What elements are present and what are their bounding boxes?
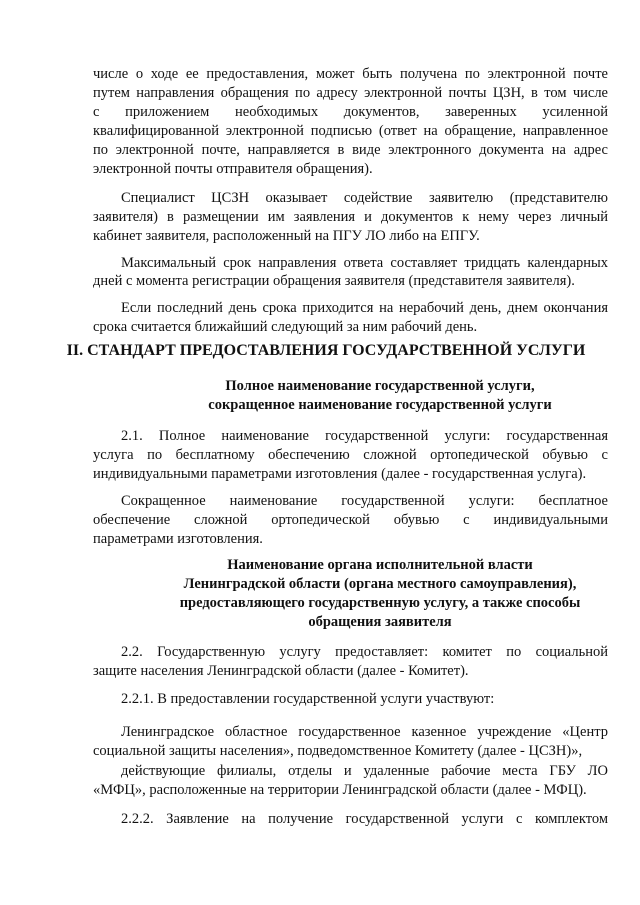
paragraph-5-line-1: 2.1. Полное наименование государственной услуги: государственная xyxy=(121,428,608,444)
paragraph-1-line-2: путем направления обращения по адресу электронной почты ЦЗН, в том числе xyxy=(93,85,608,101)
subheading-2-line-2: Ленинградской области (органа местного самоуправления), xyxy=(183,576,577,592)
paragraph-1-line-4: квалифицированной электронной подписью (ответ на обращение, направленное xyxy=(93,123,608,139)
paragraph-2-line-3: кабинет заявителя, расположенный на ПГУ ЛО либо на ЕПГУ. xyxy=(93,228,480,244)
paragraph-5-line-3: индивидуальными параметрами изготовления (далее - государственная услуга). xyxy=(93,466,587,482)
subheading-2-line-3: предоставляющего государственную услугу, а также способы xyxy=(179,595,581,611)
paragraph-1-line-5: по электронной почте, направляется в виде электронного документа на адрес xyxy=(93,142,608,158)
paragraph-2-line-2: заявителя) в размещении им заявления и документов к нему через личный xyxy=(93,209,608,225)
paragraph-9-line-2: социальной защиты населения», подведомственное Комитету (далее - ЦСЗН)», xyxy=(93,743,583,759)
paragraph-6-line-3: параметрами изготовления. xyxy=(93,531,263,547)
paragraph-3-line-1: Максимальный срок направления ответа составляет тридцать календарных xyxy=(121,255,608,271)
subheading-2-line-1: Наименование органа исполнительной власти xyxy=(227,557,533,573)
paragraph-4-line-1: Если последний день срока приходится на нерабочий день, днем окончания xyxy=(121,300,608,316)
subheading-1-line-2: сокращенное наименование государственной услуги xyxy=(208,397,552,413)
subheading-1-line-1: Полное наименование государственной услуги, xyxy=(225,378,535,394)
paragraph-2-line-1: Специалист ЦСЗН оказывает содействие заявителю (представителю xyxy=(121,190,608,206)
paragraph-6-line-1: Сокращенное наименование государственной услуги: бесплатное xyxy=(121,493,608,509)
paragraph-6-line-2: обеспечение сложной ортопедической обувью с индивидуальными xyxy=(93,512,608,528)
paragraph-1-line-6: электронной почты отправителя обращения). xyxy=(93,161,373,177)
paragraph-11-line-1: 2.2.2. Заявление на получение государственной услуги с комплектом xyxy=(121,811,608,827)
paragraph-4-line-2: срока считается ближайший следующий за ним рабочий день. xyxy=(93,319,478,335)
paragraph-10-line-1: действующие филиалы, отделы и удаленные рабочие места ГБУ ЛО xyxy=(121,763,608,779)
paragraph-9-line-1: Ленинградское областное государственное казенное учреждение «Центр xyxy=(121,724,608,740)
paragraph-8: 2.2.1. В предоставлении государственной услуги участвуют: xyxy=(121,691,495,707)
section-title: II. СТАНДАРТ ПРЕДОСТАВЛЕНИЯ ГОСУДАРСТВЕННОЙ УСЛУГИ xyxy=(66,342,586,359)
paragraph-1-line-3: с приложением необходимых документов, заверенных усиленной xyxy=(93,104,608,120)
paragraph-5-line-2: услуга по бесплатному обеспечению сложной ортопедической обувью с xyxy=(93,447,608,463)
subheading-2-line-4: обращения заявителя xyxy=(308,614,452,630)
paragraph-7-line-2: защите населения Ленинградской области (далее - Комитет). xyxy=(93,663,469,679)
paragraph-1-line-1: числе о ходе ее предоставления, может быть получена по электронной почте xyxy=(93,66,608,82)
paragraph-10-line-2: «МФЦ», расположенные на территории Ленинградской области (далее - МФЦ). xyxy=(93,782,587,798)
paragraph-3-line-2: дней с момента регистрации обращения заявителя (представителя заявителя). xyxy=(93,273,575,289)
paragraph-7-line-1: 2.2. Государственную услугу предоставляет: комитет по социальной xyxy=(121,644,608,660)
